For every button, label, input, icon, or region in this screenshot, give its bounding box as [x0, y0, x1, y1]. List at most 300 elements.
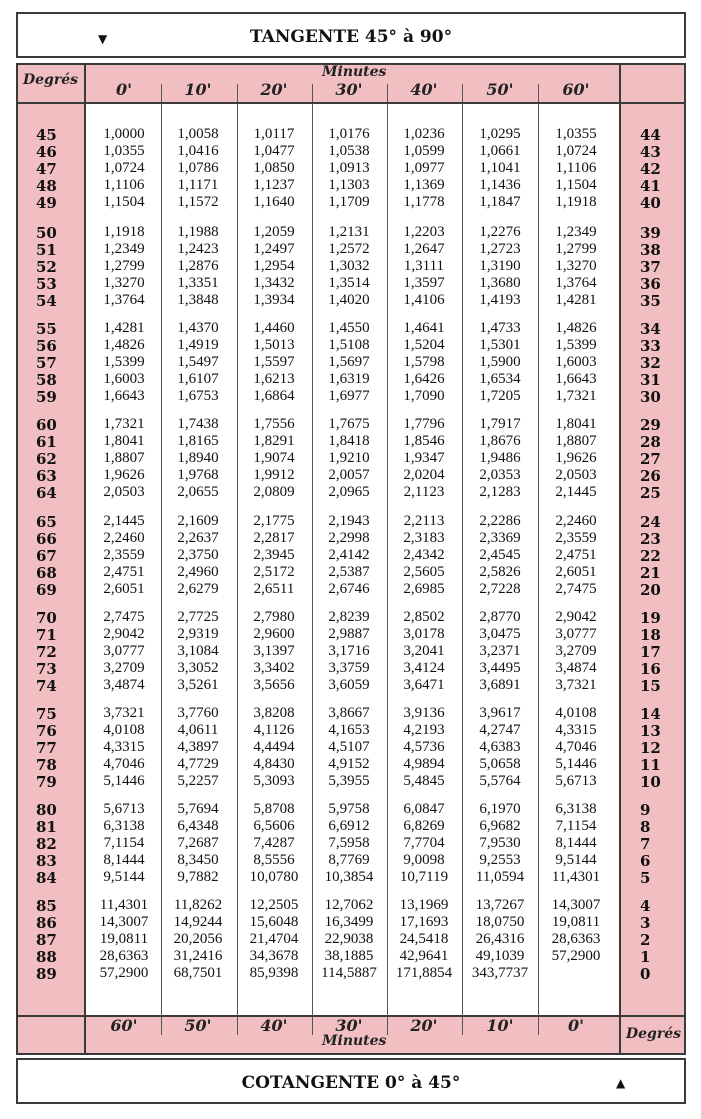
table-cell: 2,5826	[479, 564, 521, 580]
table-cell: 17,1693	[399, 914, 449, 930]
table-cell: 4,7046	[555, 739, 597, 755]
degree-label: 82	[36, 835, 57, 853]
table-cell: 1,3934	[253, 292, 295, 308]
cotangent-degree-label: 39	[640, 224, 661, 242]
table-cell: 2,7475	[555, 581, 597, 597]
degree-label: 59	[36, 388, 57, 406]
table-cell: 1,0176	[328, 126, 370, 142]
table-cell: 1,8165	[177, 433, 219, 449]
degree-label: 65	[36, 513, 57, 531]
degree-label: 60	[36, 416, 57, 434]
table-cell: 1,0850	[253, 160, 295, 176]
table-cell: 9,5144	[103, 869, 145, 885]
table-cell: 1,0538	[328, 143, 370, 159]
degree-label: 89	[36, 965, 57, 983]
degree-label: 83	[36, 852, 57, 870]
table-cell: 3,1397	[253, 643, 295, 659]
degree-label: 84	[36, 869, 57, 887]
table-cell: 2,6746	[328, 581, 370, 597]
table-cell: 1,3270	[555, 258, 597, 274]
table-cell: 2,1609	[177, 513, 219, 529]
table-cell: 1,1709	[328, 194, 370, 210]
table-cell: 1,3848	[177, 292, 219, 308]
table-cell: 34,3678	[249, 948, 299, 964]
table-cell: 1,6643	[103, 388, 145, 404]
table-cell: 1,2647	[403, 241, 445, 257]
table-cell: 8,1444	[555, 835, 597, 851]
table-cell: 3,4874	[555, 660, 597, 676]
table-cell: 6,4348	[177, 818, 219, 834]
degree-label: 61	[36, 433, 57, 451]
cotangent-degree-label: 21	[640, 564, 661, 582]
table-cell: 2,9042	[103, 626, 145, 642]
table-cell: 8,1444	[103, 852, 145, 868]
table-cell: 7,1154	[103, 835, 145, 851]
table-cell: 7,5958	[328, 835, 370, 851]
table-cell: 4,3897	[177, 739, 219, 755]
table-cell: 2,2637	[177, 530, 219, 546]
table-cell: 6,0847	[403, 801, 445, 817]
table-cell: 5,8708	[253, 801, 295, 817]
table-cell: 2,3750	[177, 547, 219, 563]
cotangent-degree-label: 38	[640, 241, 661, 259]
table-cell: 1,2876	[177, 258, 219, 274]
table-cell: 2,7475	[103, 609, 145, 625]
table-cell: 1,0236	[403, 126, 445, 142]
table-cell: 1,1988	[177, 224, 219, 240]
table-cell: 1,2723	[479, 241, 521, 257]
table-cell: 2,3945	[253, 547, 295, 563]
table-cell: 2,9600	[253, 626, 295, 642]
table-cell: 1,2799	[555, 241, 597, 257]
table-cell: 12,7062	[324, 897, 374, 913]
table-cell: 1,2954	[253, 258, 295, 274]
table-cell: 1,1436	[479, 177, 521, 193]
table-cell: 3,7321	[103, 705, 145, 721]
cotangent-degree-label: 9	[640, 801, 651, 819]
table-cell: 3,4495	[479, 660, 521, 676]
table-cell: 14,9244	[173, 914, 223, 930]
table-cell: 2,0503	[103, 484, 145, 500]
table-cell: 4,7046	[103, 756, 145, 772]
degree-label: 56	[36, 337, 57, 355]
table-cell: 4,5107	[328, 739, 370, 755]
degree-label: 55	[36, 320, 57, 338]
degree-label: 71	[36, 626, 57, 644]
table-cell: 1,6003	[103, 371, 145, 387]
table-cell: 2,8770	[479, 609, 521, 625]
table-cell: 42,9641	[399, 948, 449, 964]
header-banner	[16, 12, 686, 58]
table-cell: 22,9038	[324, 931, 374, 947]
table-cell: 1,2423	[177, 241, 219, 257]
table-cell: 8,7769	[328, 852, 370, 868]
table-cell: 68,7501	[173, 965, 223, 981]
table-cell: 7,1154	[555, 818, 597, 834]
table-cell: 2,6051	[555, 564, 597, 580]
table-cell: 1,4641	[403, 320, 445, 336]
table-cell: 4,7729	[177, 756, 219, 772]
table-cell: 6,1970	[479, 801, 521, 817]
cotangent-degree-label: 30	[640, 388, 661, 406]
table-cell: 1,2203	[403, 224, 445, 240]
table-cell: 11,8262	[173, 897, 223, 913]
table-cell: 3,0475	[479, 626, 521, 642]
cotangent-degree-label: 18	[640, 626, 661, 644]
table-cell: 2,5387	[328, 564, 370, 580]
table-cell: 2,4142	[328, 547, 370, 563]
cotangent-degree-label: 6	[640, 852, 651, 870]
table-cell: 3,0777	[555, 626, 597, 642]
degree-label: 45	[36, 126, 57, 144]
table-cell: 1,8041	[555, 416, 597, 432]
table-cell: 7,4287	[253, 835, 295, 851]
table-cell: 1,2131	[328, 224, 370, 240]
cotangent-degree-label: 8	[640, 818, 651, 836]
table-cell: 3,2041	[403, 643, 445, 659]
cotangent-degree-label: 19	[640, 609, 661, 627]
table-cell: 1,8546	[403, 433, 445, 449]
degree-label: 52	[36, 258, 57, 276]
table-cell: 9,0098	[403, 852, 445, 868]
table-cell: 1,1106	[555, 160, 597, 176]
table-cell: 1,5697	[328, 354, 370, 370]
table-cell: 1,7321	[103, 416, 145, 432]
degree-label: 50	[36, 224, 57, 242]
table-cell: 1,0295	[479, 126, 521, 142]
minutes-label-top: Minutes	[322, 64, 387, 80]
table-cell: 3,3759	[328, 660, 370, 676]
table-cell: 1,6319	[328, 371, 370, 387]
degree-label: 87	[36, 931, 57, 949]
table-cell: 1,3190	[479, 258, 521, 274]
degree-label: 69	[36, 581, 57, 599]
table-cell: 16,3499	[324, 914, 374, 930]
table-cell: 1,6003	[555, 354, 597, 370]
table-cell: 1,3764	[555, 275, 597, 291]
table-cell: 7,7704	[403, 835, 445, 851]
degree-label: 80	[36, 801, 57, 819]
table-cell: 1,8291	[253, 433, 295, 449]
minute-header-top: 20'	[260, 80, 288, 99]
table-cell: 4,9152	[328, 756, 370, 772]
cotangent-degree-label: 17	[640, 643, 661, 661]
table-cell: 1,8807	[555, 433, 597, 449]
table-cell: 1,9486	[479, 450, 521, 466]
cotangent-degree-label: 2	[640, 931, 651, 949]
table-cell: 2,3183	[403, 530, 445, 546]
table-cell: 4,1653	[328, 722, 370, 738]
table-cell: 1,1303	[328, 177, 370, 193]
table-cell: 2,2998	[328, 530, 370, 546]
table-cell: 9,2553	[479, 852, 521, 868]
table-cell: 2,5605	[403, 564, 445, 580]
table-cell: 1,1171	[177, 177, 219, 193]
table-cell: 1,5798	[403, 354, 445, 370]
degree-label: 58	[36, 371, 57, 389]
table-cell: 2,4342	[403, 547, 445, 563]
table-cell: 1,8807	[103, 450, 145, 466]
table-cell: 1,3680	[479, 275, 521, 291]
degree-label: 68	[36, 564, 57, 582]
table-cell: 24,5418	[399, 931, 449, 947]
table-cell: 2,6051	[103, 581, 145, 597]
minute-header-top: 60'	[562, 80, 590, 99]
table-cell: 1,0786	[177, 160, 219, 176]
cotangent-degree-label: 23	[640, 530, 661, 548]
table-cell: 1,4020	[328, 292, 370, 308]
table-cell: 14,3007	[99, 914, 149, 930]
footer-title: COTANGENTE 0° à 45°	[241, 1073, 461, 1093]
table-cell: 3,3402	[253, 660, 295, 676]
minutes-label-bottom: Minutes	[322, 1033, 387, 1049]
table-cell: 3,2709	[103, 660, 145, 676]
table-cell: 4,1126	[253, 722, 295, 738]
table-cell: 7,2687	[177, 835, 219, 851]
table-cell: 1,9912	[253, 467, 295, 483]
cotangent-degree-label: 20	[640, 581, 661, 599]
cotangent-degree-label: 4	[640, 897, 651, 915]
table-cell: 3,6471	[403, 677, 445, 693]
table-cell: 1,6753	[177, 388, 219, 404]
table-cell: 28,6363	[99, 948, 149, 964]
table-cell: 6,5606	[253, 818, 295, 834]
table-cell: 3,4874	[103, 677, 145, 693]
cotangent-degree-label: 22	[640, 547, 661, 565]
table-cell: 2,3559	[103, 547, 145, 563]
table-cell: 4,3315	[555, 722, 597, 738]
cotangent-degree-label: 0	[640, 965, 651, 983]
table-cell: 1,4550	[328, 320, 370, 336]
table-cell: 3,7321	[555, 677, 597, 693]
degree-label: 78	[36, 756, 57, 774]
table-cell: 2,5172	[253, 564, 295, 580]
minute-header-bottom: 0'	[567, 1016, 585, 1035]
table-cell: 13,7267	[475, 897, 525, 913]
table-cell: 1,3111	[403, 258, 445, 274]
table-cell: 4,5736	[403, 739, 445, 755]
table-cell: 18,0750	[475, 914, 525, 930]
table-cell: 4,2193	[403, 722, 445, 738]
table-cell: 1,3270	[103, 275, 145, 291]
degree-label: 76	[36, 722, 57, 740]
minute-header-bottom: 20'	[410, 1016, 438, 1035]
table-cell: 6,9682	[479, 818, 521, 834]
table-cell: 1,9626	[103, 467, 145, 483]
header-rule	[16, 102, 686, 104]
minute-header-top: 30'	[335, 80, 363, 99]
minute-header-top: 40'	[410, 80, 438, 99]
cotangent-degree-label: 32	[640, 354, 661, 372]
cotangent-degree-label: 44	[640, 126, 661, 144]
cotangent-degree-label: 5	[640, 869, 651, 887]
degree-label: 62	[36, 450, 57, 468]
table-cell: 19,0811	[99, 931, 149, 947]
degree-label: 47	[36, 160, 57, 178]
table-cell: 1,6426	[403, 371, 445, 387]
cotangent-degree-label: 31	[640, 371, 661, 389]
table-cell: 1,6213	[253, 371, 295, 387]
table-cell: 1,5108	[328, 337, 370, 353]
minute-header-top: 0'	[115, 80, 133, 99]
table-cell: 1,8940	[177, 450, 219, 466]
degree-label: 70	[36, 609, 57, 627]
table-cell: 1,5399	[555, 337, 597, 353]
minute-header-bottom: 30'	[335, 1016, 363, 1035]
degres-label-top: Degrés	[23, 72, 79, 88]
table-cell: 7,9530	[479, 835, 521, 851]
table-cell: 2,2286	[479, 513, 521, 529]
table-cell: 1,3351	[177, 275, 219, 291]
table-cell: 1,0477	[253, 143, 295, 159]
cotangent-degree-label: 36	[640, 275, 661, 293]
degres-label-bottom: Degrés	[626, 1026, 682, 1042]
table-cell: 1,6643	[555, 371, 597, 387]
table-cell: 5,1446	[103, 773, 145, 789]
table-cell: 1,1504	[555, 177, 597, 193]
table-cell: 3,8208	[253, 705, 295, 721]
table-cell: 1,1237	[253, 177, 295, 193]
table-cell: 1,0058	[177, 126, 219, 142]
table-cell: 3,2709	[555, 643, 597, 659]
degree-label: 72	[36, 643, 57, 661]
table-cell: 2,2817	[253, 530, 295, 546]
table-cell: 1,0724	[103, 160, 145, 176]
table-cell: 3,9136	[403, 705, 445, 721]
table-cell: 1,0913	[328, 160, 370, 176]
table-cell: 3,3052	[177, 660, 219, 676]
cotangent-degree-label: 7	[640, 835, 651, 853]
table-cell: 1,1369	[403, 177, 445, 193]
table-cell: 2,9887	[328, 626, 370, 642]
table-cell: 1,4281	[103, 320, 145, 336]
table-cell: 4,6383	[479, 739, 521, 755]
table-cell: 171,8854	[395, 965, 453, 981]
table-cell: 57,2900	[551, 948, 601, 964]
table-cell: 4,0108	[555, 705, 597, 721]
table-cell: 3,9617	[479, 705, 521, 721]
cotangent-degree-label: 25	[640, 484, 661, 502]
table-cell: 1,1640	[253, 194, 295, 210]
table-cell: 1,5013	[253, 337, 295, 353]
table-cell: 31,2416	[173, 948, 223, 964]
table-cell: 1,2572	[328, 241, 370, 257]
table-cell: 1,7438	[177, 416, 219, 432]
table-cell: 1,1504	[103, 194, 145, 210]
table-cell: 11,0594	[475, 869, 525, 885]
minute-header-bottom: 10'	[486, 1016, 514, 1035]
table-cell: 9,5144	[555, 852, 597, 868]
table-cell: 2,6985	[403, 581, 445, 597]
table-cell: 8,5556	[253, 852, 295, 868]
table-cell: 4,2747	[479, 722, 521, 738]
table-cell: 5,9758	[328, 801, 370, 817]
degree-label: 51	[36, 241, 57, 259]
table-cell: 3,4124	[403, 660, 445, 676]
table-cell: 6,8269	[403, 818, 445, 834]
table-cell: 343,7737	[471, 965, 529, 981]
table-cell: 1,3432	[253, 275, 295, 291]
table-cell: 9,7882	[177, 869, 219, 885]
table-cell: 4,0108	[103, 722, 145, 738]
table-cell: 1,7796	[403, 416, 445, 432]
table-cell: 6,3138	[555, 801, 597, 817]
table-cell: 2,0353	[479, 467, 521, 483]
table-cell: 2,1445	[555, 484, 597, 500]
table-cell: 2,8239	[328, 609, 370, 625]
table-cell: 1,8676	[479, 433, 521, 449]
table-cell: 1,8041	[103, 433, 145, 449]
table-cell: 1,4826	[103, 337, 145, 353]
table-cell: 12,2505	[249, 897, 299, 913]
table-cell: 4,8430	[253, 756, 295, 772]
cotangent-degree-label: 33	[640, 337, 661, 355]
minute-header-bottom: 40'	[260, 1016, 288, 1035]
table-cell: 2,1283	[479, 484, 521, 500]
table-cell: 13,1969	[399, 897, 449, 913]
cotangent-degree-label: 14	[640, 705, 661, 723]
table-cell: 20,2056	[173, 931, 223, 947]
degree-label: 48	[36, 177, 57, 195]
cotangent-degree-label: 15	[640, 677, 661, 695]
table-cell: 1,4281	[555, 292, 597, 308]
table-cell: 11,4301	[99, 897, 149, 913]
table-cell: 2,2460	[103, 530, 145, 546]
table-cell: 5,5764	[479, 773, 521, 789]
table-cell: 1,1918	[103, 224, 145, 240]
cotangent-degree-label: 10	[640, 773, 661, 791]
table-cell: 1,5204	[403, 337, 445, 353]
cotangent-degree-label: 24	[640, 513, 661, 531]
table-cell: 1,4106	[403, 292, 445, 308]
table-cell: 10,3854	[324, 869, 374, 885]
table-cell: 1,1918	[555, 194, 597, 210]
table-cell: 1,5301	[479, 337, 521, 353]
table-cell: 3,0777	[103, 643, 145, 659]
table-cell: 1,0117	[253, 126, 295, 142]
table-cell: 1,3514	[328, 275, 370, 291]
table-cell: 1,9626	[555, 450, 597, 466]
cotangent-degree-label: 41	[640, 177, 661, 195]
cotangent-degree-label: 40	[640, 194, 661, 212]
table-cell: 1,4733	[479, 320, 521, 336]
table-cell: 1,0599	[403, 143, 445, 159]
table-cell: 26,4316	[475, 931, 525, 947]
table-cell: 1,5399	[103, 354, 145, 370]
table-cell: 1,6864	[253, 388, 295, 404]
degree-label: 53	[36, 275, 57, 293]
table-cell: 114,5887	[321, 965, 377, 981]
degree-label: 67	[36, 547, 57, 565]
table-cell: 2,0503	[555, 467, 597, 483]
table-cell: 2,4751	[555, 547, 597, 563]
table-cell: 3,5656	[253, 677, 295, 693]
cotangent-degree-label: 16	[640, 660, 661, 678]
table-cell: 14,3007	[551, 897, 601, 913]
table-cell: 2,3369	[479, 530, 521, 546]
table-cell: 1,5597	[253, 354, 295, 370]
table-cell: 1,2497	[253, 241, 295, 257]
table-cell: 5,0658	[479, 756, 521, 772]
cotangent-degree-label: 1	[640, 948, 651, 966]
table-cell: 6,3138	[103, 818, 145, 834]
table-cell: 5,2257	[177, 773, 219, 789]
table-cell: 3,2371	[479, 643, 521, 659]
table-cell: 2,7725	[177, 609, 219, 625]
cotangent-degree-label: 26	[640, 467, 661, 485]
table-cell: 1,9074	[253, 450, 295, 466]
table-cell: 1,1847	[479, 194, 521, 210]
